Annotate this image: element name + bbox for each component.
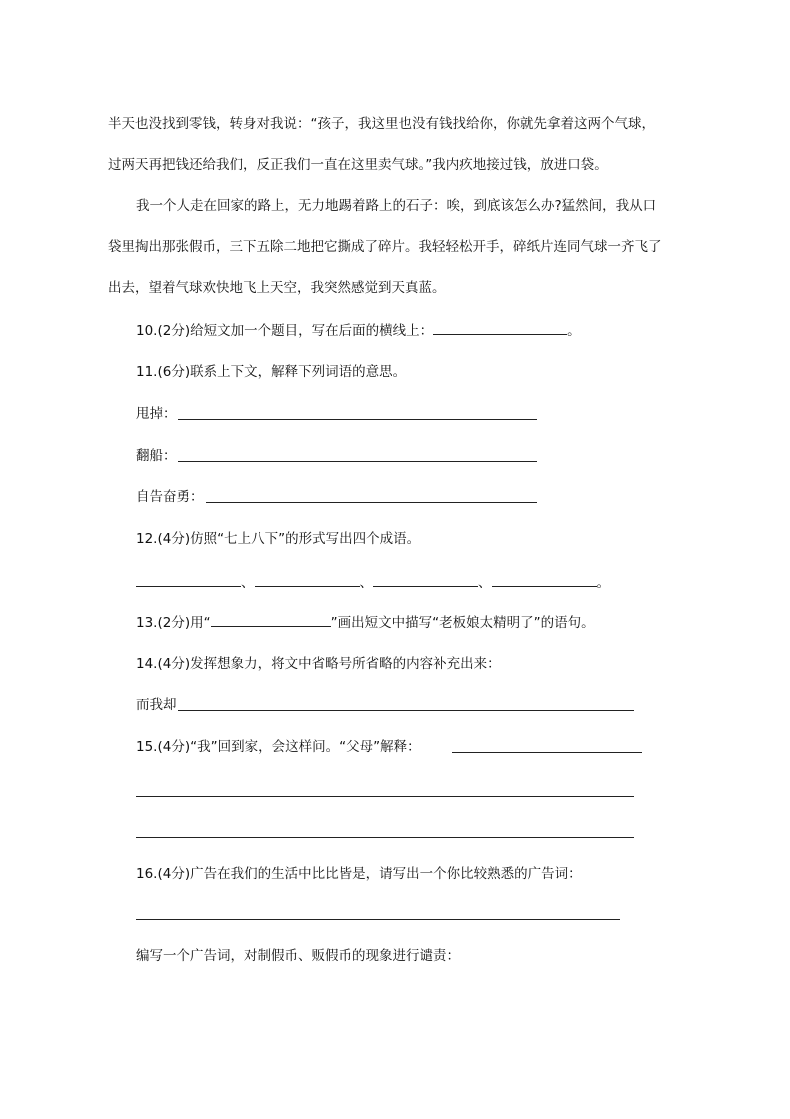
term-answer-line[interactable]	[178, 461, 537, 462]
answer-line[interactable]	[136, 837, 634, 838]
term-row	[136, 404, 177, 424]
term-row	[136, 487, 204, 507]
answer-line[interactable]	[136, 919, 620, 920]
question-16-text: 16.(4分)广告在我们的生活中比比皆是，请写出一个你比较熟悉的广告词：	[136, 866, 582, 882]
question-15	[136, 737, 421, 757]
answer-line[interactable]	[178, 710, 634, 711]
question-10-end: 。	[567, 323, 581, 339]
separator: 、	[478, 575, 492, 591]
answer-prefix: 而我却	[136, 697, 177, 713]
idiom-blank[interactable]	[136, 572, 241, 587]
passage-line: 袋里掏出那张假币，三下五除二地把它撕成了碎片。我轻轻松开手，碎纸片连同气球一齐飞了	[108, 239, 662, 255]
question-13-prefix: 13.(2分)用“	[136, 615, 211, 631]
question-16-sub: 编写一个广告词，对制假币、贩假币的现象进行谴责：	[136, 948, 460, 964]
question-10	[136, 320, 581, 341]
term-label: 自告奋勇：	[136, 489, 204, 505]
term-label: 甩掉：	[136, 406, 177, 422]
idiom-blank[interactable]	[255, 572, 360, 587]
idiom-answers	[136, 572, 610, 593]
question-14-text: 14.(4分)发挥想象力，将文中省略号所省略的内容补充出来：	[136, 656, 501, 672]
passage-line: 半天也没找到零钱，转身对我说：“孩子，我这里也没有钱找给你，你就先拿着这两个气球，	[108, 116, 655, 132]
question-13	[136, 612, 595, 633]
term-answer-line[interactable]	[206, 502, 537, 503]
separator: 、	[241, 575, 255, 591]
term-answer-line[interactable]	[178, 419, 537, 420]
passage-line: 我一个人走在回家的路上，无力地踢着路上的石子：唉，到底该怎么办?猛然间，我从口	[136, 198, 657, 214]
question-10-text: 10.(2分)给短文加一个题目，写在后面的横线上：	[136, 323, 434, 339]
question-15-text: 15.(4分)“我”回到家，会这样问。“父母”解释：	[136, 739, 421, 755]
question-12-text: 12.(4分)仿照“七上八下”的形式写出四个成语。	[136, 531, 421, 547]
question-11-text: 11.(6分)联系上下文，解释下列词语的意思。	[136, 364, 407, 380]
idiom-blank[interactable]	[373, 572, 478, 587]
answer-line[interactable]	[136, 796, 634, 797]
passage-line: 出去，望着气球欢快地飞上天空，我突然感觉到天真蓝。	[108, 280, 446, 296]
passage-line: 过两天再把钱还给我们，反正我们一直在这里卖气球。”我内疚地接过钱，放进口袋。	[108, 157, 608, 173]
underline-sample	[211, 612, 331, 627]
separator: 、	[359, 575, 373, 591]
end-mark: 。	[596, 575, 610, 591]
question-13-suffix: ”画出短文中描写“老板娘太精明了”的语句。	[330, 615, 595, 631]
answer-line[interactable]	[452, 752, 642, 753]
term-label: 翻船：	[136, 448, 177, 464]
term-row	[136, 446, 177, 466]
question-14-answer	[136, 695, 177, 715]
idiom-blank[interactable]	[492, 572, 597, 587]
title-answer-blank[interactable]	[433, 320, 567, 335]
